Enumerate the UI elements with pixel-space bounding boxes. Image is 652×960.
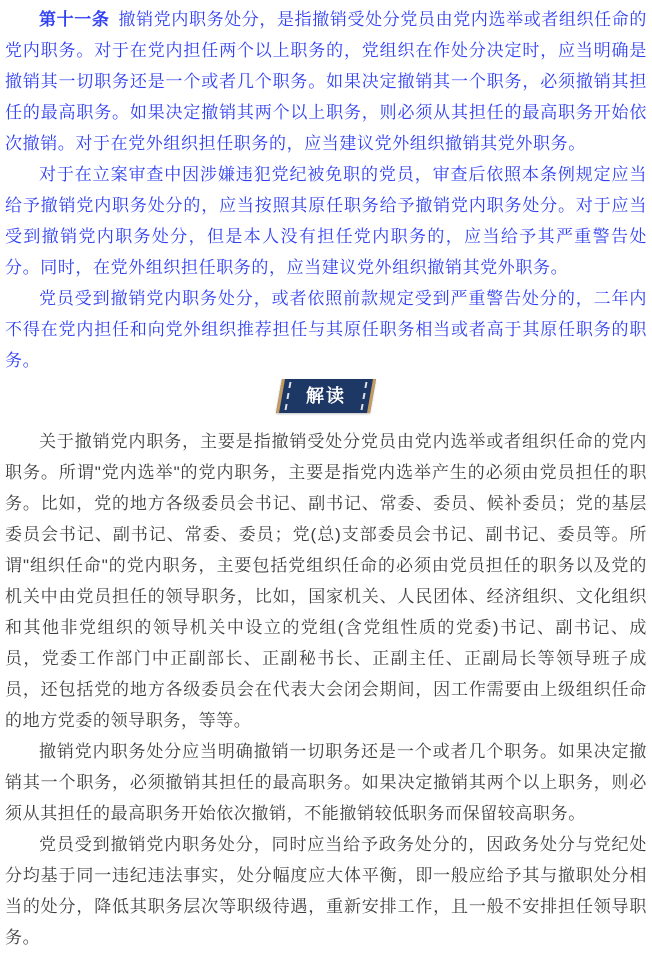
interpretation-badge [276, 379, 376, 413]
interpretation-paragraph-3: 党员受到撤销党内职务处分，同时应当给予政务处分的，因政务处分与党纪处分均基于同一违纪违法事实，处分幅度应大体平衡，即一般应给予其与撤职处分相当的处分，降低其职务层次等职级待遇，重新安排工作，且一般不安排担任领导职务。 [5, 835, 647, 947]
law-clause-text: 撤销党内职务处分，是指撤销受处分党员由党内选举或者组织任命的党内职务。对于在党内担任两个以上职务的，党组织在作处分决定时，应当明确是撤销其一切职务还是一个或者几个职务。如果决定撤销其一个职务，必须撤销其担任的最高职务。如果决定撤销其两个以上职务，则必须从其担任的最高职务开始依次撤销。对于在党外组织担任职务的，应当建议党外组织撤销其党外职务。 [5, 10, 648, 153]
interpretation-paragraph-2: 撤销党内职务处分应当明确撤销一切职务还是一个或者几个职务。如果决定撤销其一个职务，必须撤销其担任的最高职务。如果决定撤销其两个以上职务，则必须从其担任的最高职务开始依次撤销，不能撤销较低职务而保留较高职务。 [5, 742, 647, 823]
law-paragraph-1 [5, 4, 647, 159]
interpretation-badge-row [5, 379, 647, 413]
interpretation-paragraph-1: 关于撤销党内职务，主要是指撤销受处分党员由党内选举或者组织任命的党内职务。所谓"党内选举"的党内职务，主要是指党内选举产生的必须由党员担任的职务。比如，党的地方各级委员会书记、副书记、常委、委员、候补委员；党的基层委员会书记、副书记、常委、委员；党(总)支部委员会书记、副书记、委员等。所谓"组织任命"的党内职务，主要包括党组织任命的必须由党员担任的职务以及党的机关中由党员担任的领导职务，比如，国家机关、人民团体、经济组织、文化组织和其他非党组织的领导机关中设立的党组(含党组性质的党委)书记、副书记、成员，党委工作部门中正副部长、正副秘书长、正副主任、正副局长等领导班子成员，还包括党的地方各级委员会在代表大会闭会期间，因工作需要由上级组织任命的地方党委的领导职务，等等。 [5, 432, 647, 730]
interpretation-badge-label: 解读 [306, 386, 346, 406]
article-number: 第十一条 [39, 10, 110, 29]
law-paragraph-2: 对于在立案审查中因涉嫌违犯党纪被免职的党员，审查后依照本条例规定应当给予撤销党内职务处分的，应当按照其原任职务给予撤销党内职务处分。对于应当受到撤销党内职务处分，但是本人没有担任党内职务的，应当给予其严重警告处分。同时，在党外组织担任职务的，应当建议党外组织撤销其党外职务。 [5, 165, 647, 277]
law-paragraph-3: 党员受到撤销党内职务处分，或者依照前款规定受到严重警告处分的，二年内不得在党内担任和向党外组织推荐担任与其原任职务相当或者高于其原任职务的职务。 [5, 289, 647, 370]
